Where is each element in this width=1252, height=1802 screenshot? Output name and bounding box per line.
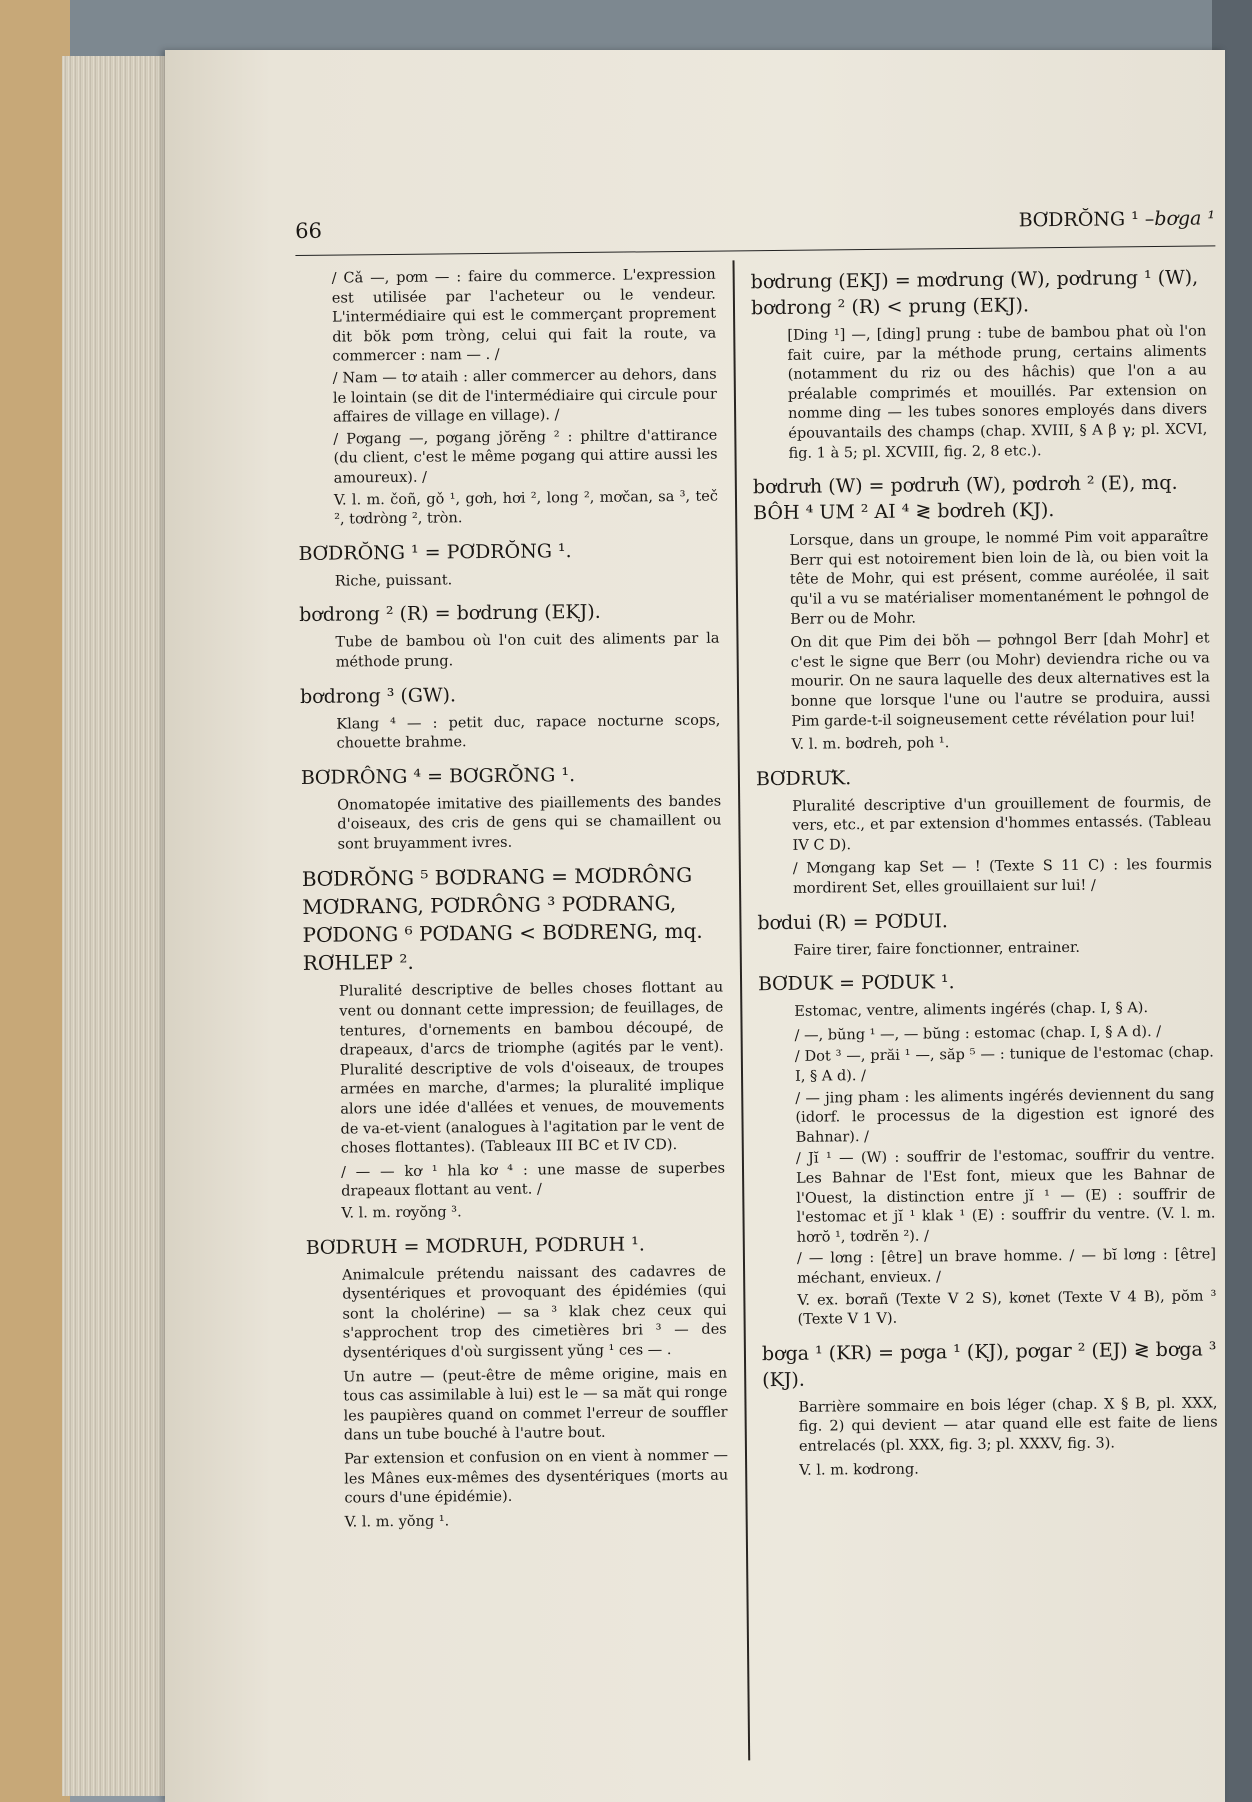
headword: bơdui (R) = PƠDUI. [757, 909, 948, 934]
headword: bơdrung (EKJ) = mơdrung (W), pơdrung ¹ (W), bơdrong ² (R) < prung (EKJ). [750, 266, 1199, 320]
page-content [295, 205, 1231, 1795]
headword: bơdrong ³ (GW). [299, 683, 457, 708]
see-also: V. l. m. yŏng ¹. [344, 1513, 450, 1531]
entry [758, 967, 1217, 1331]
book-page [165, 50, 1225, 1802]
running-head-italic: bơga ¹ [1154, 207, 1216, 231]
definition: [Ding ¹] —, [ding] prung : tube de bambou phat où l'on fait cuire, par la méthode prung, certains aliments (notamment du riz ou des hâchis) que l'on a au préalable comprimés et mouillés. Par extension on nomme ding — les tubes sonores employés dans divers épouvantails des champs (chap. XVIII, § A β γ; pl. XCVI, fig. 1 à 5; pl. XCVIII, fig. 2, 8 etc.). [787, 323, 1208, 462]
entry-line: V. l. m. čoñ, gǒ ¹, gơh, hơi ², long ², mơčan, sa ³, teč ², tơdròng ², tròn. [333, 488, 719, 528]
headword: BƠDRŎNG ¹ = PƠDRŎNG ¹. [298, 539, 572, 565]
background-left [0, 0, 70, 1802]
page-edges [62, 56, 173, 1796]
example: / — lơng : [être] un brave homme. / — bĭ lơng : [être] méchant, envieux. / [796, 1246, 1217, 1287]
entry-line: / Nam — tơ ataih : aller commercer au dehors, dans le lointain (se dit de l'intermédiaire qui circule pour affaires de village en village). / [332, 366, 717, 426]
definition: Estomac, ventre, aliments ingérés (chap. I, § A). [794, 1000, 1149, 1021]
right-column [751, 260, 1219, 1491]
entry [756, 761, 1212, 900]
definition: Animalcule prétendu naissant des cadavres de dysentériques et provoquant des épidémies (qui sont la cholérine) — sa ³ klak chez ceux qui s'approchent trop des cimetières bri ³ — des dysentériques d'où surgissent yŭng ¹ ces — . [342, 1263, 727, 1362]
definition: Par extension et confusion on en vient à nommer — les Mânes eux-mêmes des dysentériques (morts au cours d'une épidémie). [343, 1447, 729, 1507]
definition: On dit que Pim dei bŏh — pơhngol Berr [dah Mohr] et c'est le signe que Berr (ou Mohr) deviendra riche ou va mourir. On ne saura laquelle des deux alternatives est la bonne que lorsque l'une ou l'autre se produira, aussi Pim garde-t-il soigneusement cette révélation pour lui! [790, 630, 1211, 730]
column-rule [732, 260, 749, 1760]
entry [751, 264, 1208, 464]
definition: Pluralité descriptive de belles choses flottant au vent ou donnant cette impression; de feuillages, de tentures, d'ornements en bambou découpé, de drapeaux, d'arcs de triomphe (agités par le vent). Pluralité descriptive de vols d'oiseaux, de troupes armées en marche, d'armes; la pluralité implique alors une idée d'allées et venues, de mouvements de va-et-vient (analogues à l'agitation par le vent de choses flottantes). (Tableaux III BC et IV CD). [339, 980, 725, 1157]
headword: BƠDRŎNG ⁵ BƠDRANG = MƠDRÔNG MƠDRANG, PƠDRÔNG ³ PƠDRANG, PƠDONG ⁶ PƠDANG < BƠDRENG, mq. RƠHLEP ². [301, 863, 703, 976]
headword: BƠDRUH = MƠDRUH, PƠDRUH ¹. [305, 1232, 645, 1259]
entry [306, 1230, 729, 1533]
definition: Pluralité descriptive d'un grouillement de fourmis, de vers, etc., et par extension d'hommes entassés. (Tableau IV C D). [792, 794, 1212, 854]
headword: bơdrưh (W) = pơdrưh (W), pơdrơh ² (E), mq. BÔH ⁴ UM ² AI ⁴ ≷ bơdreh (KJ). [752, 471, 1178, 525]
entry-continuation [296, 266, 719, 531]
running-head-text: BƠDRŎNG ¹ – [1018, 208, 1155, 232]
running-head [1019, 207, 1216, 231]
see-also: V. ex. bơrañ (Texte V 2 S), kơnet (Texte V 4 B), pŏm ³ (Texte V 1 V). [797, 1287, 1217, 1328]
entry-line: / Cǎ —, pơm — : faire du commerce. L'expression est utilisée par l'acheteur ou le vendeur. L'intermédiaire qui est le commerçant proprement dit bŏk pơm tròng, celui qui fait la route, va commercer : nam — . / [331, 266, 717, 365]
page-header [295, 205, 1215, 256]
see-also: V. l. m. bơdreh, poh ¹. [791, 735, 950, 753]
entry [299, 598, 720, 674]
see-also: V. l. m. kơdrong. [799, 1461, 919, 1479]
entry-line: / Pơgang —, pơgang jŏrĕng ² : philtre d'attirance (du client, c'est le même pơgang qui attire aussi les amoureux). / [333, 427, 718, 487]
example: / Mơngang kap Set — ! (Texte S 11 C) : les fourmis mordirent Set, elles grouillaient sur lui! / [792, 856, 1212, 897]
entry [753, 470, 1211, 756]
headword: bơdrong ² (R) = bơdrung (EKJ). [299, 601, 601, 627]
headword: bơga ¹ (KR) = pơga ¹ (KJ), pơgar ² (EJ) ≷ bơga ³ (KJ). [761, 1338, 1217, 1391]
example: / — — kơ ¹ hla kơ ⁴ : une masse de superbes drapeaux flottant au vent. / [340, 1160, 726, 1200]
headword: BƠDRƯK. [755, 766, 852, 790]
definition: Onomatopée imitative des piaillements des bandes d'oiseaux, des cris de gens qui se chamaillent ou sont bruyamment ivres. [337, 793, 722, 853]
see-also: V. l. m. rơyŏng ³. [341, 1204, 462, 1222]
example: / —, bŭng ¹ —, — bŭng : estomac (chap. I, § A d). / [794, 1023, 1162, 1044]
entry [762, 1336, 1218, 1481]
definition: Riche, puissant. [334, 572, 453, 590]
definition: Klang ⁴ — : petit duc, rapace nocturne scops, chouette brahme. [336, 712, 721, 752]
headword: BƠDUK = PƠDUK ¹. [757, 971, 955, 996]
definition: Tube de bambou où l'on cuit des aliments par la méthode prung. [335, 630, 720, 671]
definition: Un autre — (peut-être de même origine, mais en tous cas assimilable à lui) est le — sa măt qui ronge les paupières quand on commet l'erreur de souffler dans un tube bouché à l'autre bout. [343, 1365, 728, 1444]
headword: BƠDRÔNG ⁴ = BƠGRŎNG ¹. [300, 763, 576, 789]
entry [298, 536, 719, 592]
definition: Lorsque, dans un groupe, le nommé Pim voit apparaître Berr qui est notoirement bien loin de là, ou bien voit la tête de Mohr, qui est présent, comme auréolée, il sait qu'il a vu se matérialiser momentanément le pơhngol de Berr ou de Mohr. [789, 528, 1210, 628]
example: / Jĭ ¹ — (W) : souffrir de l'estomac, souffrir du ventre. Les Bahnar de l'Est font, mieux que les Bahnar de l'Ouest, la distinction entre jĭ ¹ — (E) : souffrir de l'estomac et jĭ ¹ klak ¹ (E) : souffrir du ventre. (V. l. m. hơrŏ ¹, tơdrĕn ²). / [795, 1146, 1216, 1246]
example: / — jing pham : les aliments ingérés deviennent du sang (idorf. le processus de la digestion est ignoré des Bahnar). / [795, 1086, 1215, 1146]
left-column [296, 266, 729, 1544]
entry [302, 861, 726, 1225]
definition: Faire tirer, faire fonctionner, entrainer. [793, 939, 1080, 959]
entry [757, 905, 1213, 961]
entry [301, 760, 722, 855]
definition: Barrière sommaire en bois léger (chap. X § B, pl. XXX, fig. 2) qui devient — atar quand elle est faite de liens entrelacés (pl. XXX, fig. 3; pl. XXXV, fig. 3). [798, 1395, 1218, 1455]
page-number: 66 [295, 218, 323, 243]
entry [300, 679, 721, 755]
example: / Dot ³ —, prăi ¹ —, săp ⁵ — : tunique de l'estomac (chap. I, § A d). / [794, 1044, 1214, 1085]
